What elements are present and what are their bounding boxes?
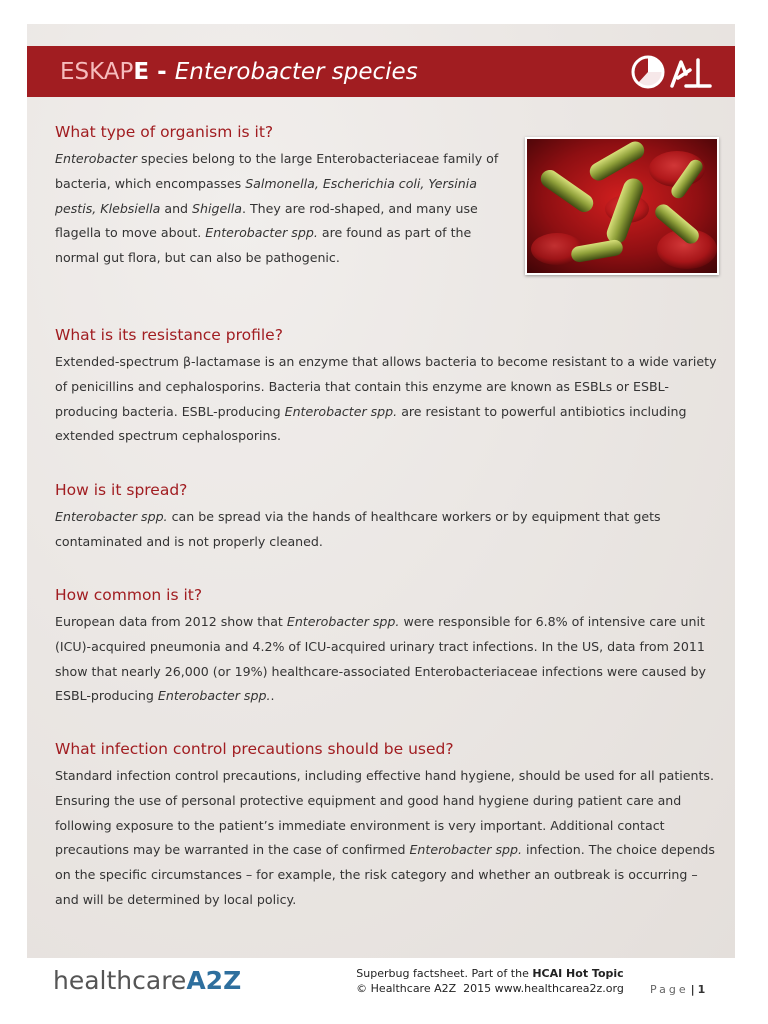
title-species: Enterobacter species: [174, 59, 418, 85]
italic-term: Enterobacter: [55, 151, 138, 166]
section-heading: What is its resistance profile?: [55, 326, 283, 344]
italic-term: Enterobacter spp.: [55, 509, 168, 524]
section-heading: How common is it?: [55, 586, 203, 604]
section-body: [55, 764, 720, 913]
text-run: Standard infection control precautions, including effective hand hygiene, should be used for all patients. Ensuring the use of personal protective equipment and good hand hygiene during patient care and following exposure to the patient’s immediate environment is very important. Additional contact precautions may be warranted in the case of confirmed: [55, 768, 714, 858]
page-separator: |: [690, 983, 695, 996]
footer-line-2: © Healthcare A2Z 2015 www.healthcarea2z.org: [356, 982, 624, 995]
text-run: are found as part of the normal gut flora, but can also be pathogenic.: [55, 225, 472, 266]
italic-term: Enterobacter spp.: [205, 225, 318, 241]
pie-chart-logo-icon: [633, 57, 663, 87]
page-title: [60, 56, 418, 88]
title-e: E: [133, 59, 150, 85]
a2z-logo-icon: [672, 60, 710, 86]
italic-term: Enterobacter spp.: [409, 842, 523, 858]
italic-term: Enterobacter spp.: [284, 403, 398, 419]
text-run: species belong to the large Enterobacteriaceae family of bacteria, which encompasses: [55, 151, 499, 191]
text-run: European data from 2012 show that: [55, 614, 287, 629]
section-heading: What infection control precautions should be used?: [55, 740, 454, 758]
title-separator: -: [149, 59, 175, 85]
section-resistance: [55, 325, 720, 449]
section-heading: How is it spread?: [55, 481, 188, 499]
footer-line-1: [300, 966, 680, 981]
footer-credits: [300, 966, 680, 996]
section-body: [55, 505, 720, 555]
text-run: were responsible for 6.8% of intensive care unit (ICU)-acquired pneumonia and 4.2% of ICU-acquired urinary tract infections. In the US, data from 2011 show that nearly 26,000 (or 19%) healthcare-associated Enterobacteriaceae infections were caused by ESBL-producing: [55, 614, 706, 704]
text-run: infection. The choice depends on the specific circumstances – for example, the risk category and whether an outbreak is occurring – and will be determined by local policy.: [55, 842, 715, 907]
text-run: .: [270, 688, 275, 704]
section-body: [55, 350, 720, 449]
footer-line1-text: Superbug factsheet. Part of the: [356, 967, 533, 980]
text-run: can be spread via the hands of healthcare workers or by equipment that gets contaminated and is not properly cleaned.: [55, 509, 661, 549]
footer-brand-logo: [53, 966, 241, 996]
page-number-value: 1: [697, 983, 706, 996]
text-run: Extended-spectrum β-lactamase is an enzyme that allows bacteria to become resistant to a wide variety of penicillins and cephalosporins. Bacteria that contain this enzyme are known as ESBLs or ESBL-producing bacteria. ESBL-producing: [55, 354, 717, 419]
section-prevalence: [55, 585, 720, 709]
title-eskap: ESKAP: [60, 59, 134, 85]
page-word: Page: [650, 983, 689, 996]
text-run: and: [160, 200, 193, 216]
section-body: [55, 147, 500, 271]
italic-term: Salmonella, Escherichia coli, Yersinia pestis, Klebsiella: [55, 175, 477, 216]
bacteria-image: [525, 137, 719, 275]
text-run: are resistant to powerful antibiotics including extended spectrum cephalosporins.: [55, 403, 687, 444]
section-precautions: [55, 739, 720, 913]
italic-term: Enterobacter spp.: [157, 688, 271, 704]
page-number: [650, 982, 705, 997]
text-run: . They are rod-shaped, and many use flagella to move about.: [55, 200, 478, 241]
header-logo: [626, 52, 716, 92]
section-organism: [55, 122, 500, 271]
section-body: [55, 610, 720, 709]
section-heading: What type of organism is it?: [55, 123, 274, 141]
footer-hot-topic: HCAI Hot Topic: [532, 967, 624, 980]
brand-accent: A2Z: [186, 966, 242, 995]
brand-main: healthcare: [53, 966, 187, 995]
italic-term: Enterobacter spp.: [286, 614, 400, 629]
italic-term: Shigella: [192, 200, 242, 216]
section-spread: [55, 480, 720, 555]
